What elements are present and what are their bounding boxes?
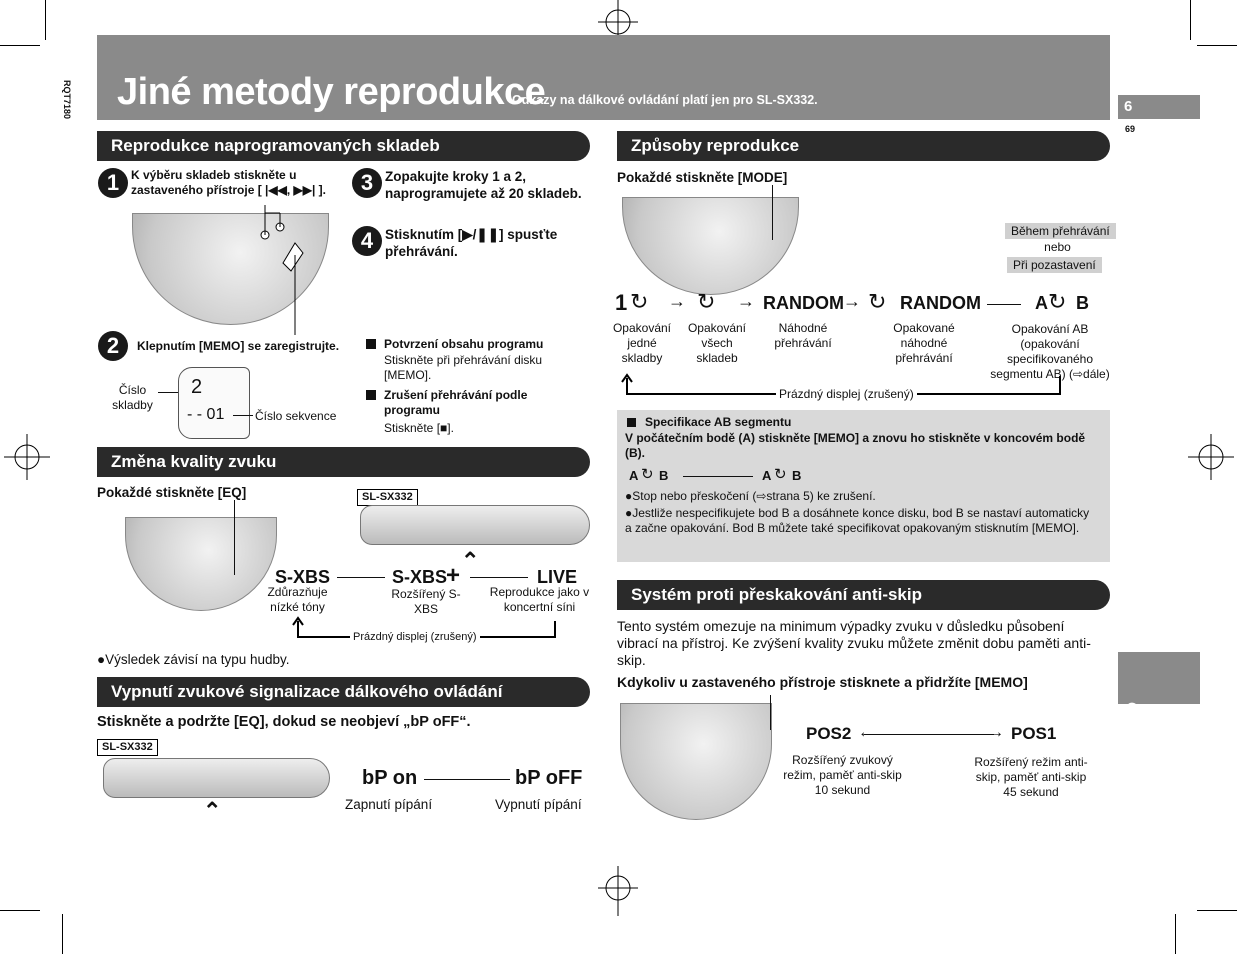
- antiskip-desc-2: Rozšířený režim anti-skip, paměť anti-skip 45 sekund: [974, 755, 1088, 799]
- press-arrow-icon: ⌃: [203, 798, 222, 823]
- page-title: Jiné metody reprodukce: [117, 71, 546, 113]
- antiskip-pos2: POS2: [806, 724, 852, 743]
- eq-desc-2: Rozšířený S-XBS: [391, 587, 461, 616]
- ab-a-blink: A: [629, 468, 639, 483]
- section-title-program: Reprodukce naprogramovaných skladeb: [97, 131, 590, 161]
- beep-instruction: Stiskněte a podržte [EQ], dokud se neobjeví „bP oFF“.: [97, 714, 471, 730]
- model-tag: SL-SX332: [357, 489, 418, 506]
- ab-a: A: [762, 468, 772, 483]
- cancel-text: Stiskněte [■].: [384, 421, 454, 435]
- arrow-right-icon: →: [843, 291, 861, 311]
- step3-text: Zopakujte kroky 1 a 2, naprogramujete až 20 skladeb.: [385, 169, 582, 201]
- antiskip-text: Tento systém omezuje na minimum výpadky zvuku v důsledku působení vibrací na přístroj. Ke zvýšení kvality zvuku můžete změnit dobu paměti anti-skip.: [617, 618, 1091, 668]
- repeat-icon: ↻: [630, 289, 649, 314]
- press-arrow-icon: ⌃: [461, 548, 480, 573]
- bullet-square: [366, 390, 376, 400]
- modes-instruction: Pokaždé stiskněte [MODE]: [617, 170, 788, 185]
- lcd-display: [178, 367, 250, 439]
- beep-off-desc: Vypnutí pípání: [495, 797, 582, 812]
- antiskip-pos1: POS1: [1011, 724, 1057, 743]
- bullet-square: [366, 339, 376, 349]
- plus-icon: +: [446, 562, 461, 589]
- arrow-line: [470, 577, 528, 578]
- mode-random: RANDOM: [763, 293, 844, 313]
- step1-text: K výběru skladeb stiskněte u zastaveného přístroje [ |◀◀, ▶▶| ].: [131, 168, 326, 197]
- repeat-icon: ↻: [697, 289, 716, 314]
- mode-repeat-one: 1: [615, 290, 628, 315]
- ab-bullet-1: ●Stop nebo přeskočení (⇨strana 5) ke zrušení.: [625, 489, 876, 503]
- bullet-square: [627, 418, 636, 427]
- lcd-sequence-value: - - 01: [187, 406, 225, 423]
- arrow-left-icon: ←: [858, 724, 874, 741]
- mode-ab-a: A: [1035, 293, 1048, 313]
- callout-line: [772, 185, 773, 240]
- crop-mark: [1190, 0, 1191, 40]
- label-during-play: Během přehrávání: [1005, 223, 1116, 239]
- arrow-line: [683, 476, 753, 477]
- callout-line: [770, 695, 771, 730]
- repeat-icon: ↻: [868, 289, 887, 314]
- antiskip-instruction: Kdykoliv u zastaveného přístroje stisknete a přidržíte [MEMO]: [617, 674, 1028, 690]
- confirm-title: Potvrzení obsahu programu: [384, 337, 544, 351]
- step-number: 2: [98, 331, 128, 361]
- lcd-track-value: 2: [191, 376, 203, 398]
- eq-empty-label: Prázdný displej (zrušený): [350, 629, 480, 646]
- confirm-text: Stiskněte při přehrávání disku [MEMO].: [384, 353, 543, 382]
- label-or: nebo: [1044, 240, 1071, 254]
- repeat-icon: ↻: [774, 466, 787, 483]
- beep-on: bP on: [362, 767, 418, 789]
- label-when-stopped: Při pozastavení: [1007, 257, 1102, 273]
- crop-mark: [1175, 914, 1176, 954]
- page-tab: 6: [1118, 95, 1200, 119]
- eq-mode-live: LIVE: [537, 567, 578, 587]
- crop-mark: [1197, 910, 1237, 911]
- callout-line: [233, 415, 253, 416]
- arrow-right-icon: →: [737, 291, 755, 311]
- crop-mark: [62, 914, 63, 954]
- remote-control-illustration: [103, 758, 330, 798]
- ab-b: B: [792, 468, 802, 483]
- callout-line: [234, 500, 235, 575]
- registration-mark: [1188, 434, 1234, 480]
- arrow-line: [864, 734, 994, 735]
- section-title-beep: Vypnutí zvukové signalizace dálkového ovládání: [97, 677, 590, 707]
- callout-lines: [255, 205, 325, 335]
- page-subtitle: Odkazy na dálkové ovládání platí jen pro SL-SX332.: [512, 93, 818, 107]
- step2-text: Klepnutím [MEMO] se zaregistrujte.: [137, 339, 340, 353]
- eq-desc-3: Reprodukce jako v koncertní síni: [489, 585, 590, 614]
- crop-mark: [45, 0, 46, 40]
- beep-off: bP oFF: [515, 767, 583, 789]
- ab-b-blink: B: [659, 468, 669, 483]
- eq-desc-1: Zdůrazňuje nízké tóny: [267, 585, 328, 614]
- step-number: 4: [352, 226, 382, 256]
- arrow-right-icon: →: [668, 291, 686, 311]
- mode-desc-5: Opakování AB (opakování specifikovaného segmentu AB) (⇨dále): [990, 322, 1110, 381]
- cancel-title: Zrušení přehrávání podle programu: [384, 388, 528, 417]
- section-title-antiskip: Systém proti přeskakování anti-skip: [617, 580, 1110, 610]
- modes-empty-label: Prázdný displej (zrušený): [776, 386, 917, 403]
- step-number: 1: [98, 168, 128, 198]
- arrow-line: [424, 779, 510, 780]
- eq-instruction: Pokaždé stiskněte [EQ]: [97, 485, 247, 500]
- model-tag: SL-SX332: [97, 739, 158, 756]
- repeat-icon: ↻: [641, 466, 654, 483]
- arrow-line: [987, 304, 1021, 305]
- remote-control-illustration: [360, 505, 590, 545]
- mode-desc-3: Náhodné přehrávání: [774, 321, 832, 350]
- callout-line: [158, 392, 178, 393]
- label-sequence-number: Číslo sekvence: [255, 409, 337, 423]
- antiskip-desc-1: Rozšířený zvukový režim, paměť anti-skip 10 sekund: [783, 753, 902, 797]
- mode-desc-2: Opakování všech skladeb: [687, 321, 747, 365]
- eq-note: ●Výsledek závisí na typu hudby.: [97, 652, 290, 667]
- crop-mark: [0, 910, 40, 911]
- cd-player-illustration: [125, 517, 277, 611]
- mode-repeat-random: RANDOM: [900, 293, 981, 313]
- language-tab: Česky: [1118, 652, 1200, 704]
- ab-bullet-2: ●Jestliže nespecifikujete bod B a dosáhnete konce disku, bod B se nastaví automaticky a začne opakování. Bod B můžete také specifikovat opakovaným stisknutím [MEMO].: [625, 506, 1090, 535]
- ab-segment-box: [617, 410, 1110, 562]
- cd-player-illustration: [620, 703, 772, 820]
- ab-title: Specifikace AB segmentu: [645, 415, 792, 429]
- arrow-line: [337, 577, 385, 578]
- repeat-icon: ↻: [1048, 289, 1067, 314]
- eq-mode-sxbs-plus: S-XBS: [392, 567, 448, 587]
- arrow-right-icon: →: [988, 724, 1004, 741]
- beep-on-desc: Zapnutí pípání: [345, 797, 433, 812]
- step-number: 3: [352, 168, 382, 198]
- eq-mode-sxbs: S-XBS: [275, 567, 331, 587]
- page-header: [97, 35, 1110, 120]
- crop-mark: [0, 45, 40, 46]
- ab-text: V počátečním bodě (A) stiskněte [MEMO] a znovu ho stiskněte v koncovém bodě (B).: [625, 431, 1086, 460]
- mode-ab-b: B: [1076, 293, 1089, 313]
- document-code: RQT7180: [62, 80, 72, 120]
- registration-mark: [598, 866, 638, 916]
- crop-mark: [1197, 45, 1237, 46]
- section-title-modes: Způsoby reprodukce: [617, 131, 1110, 161]
- step4-text: Stisknutím [▶/❚❚] spusťte přehrávání.: [385, 227, 558, 259]
- mode-desc-1: Opakování jedné skladby: [612, 321, 672, 365]
- section-title-eq: Změna kvality zvuku: [97, 447, 590, 477]
- page-number: 69: [1125, 124, 1136, 134]
- registration-mark: [4, 434, 50, 480]
- label-track-number: Číslo skladby: [112, 383, 153, 412]
- mode-desc-4: Opakované náhodné přehrávání: [893, 321, 955, 365]
